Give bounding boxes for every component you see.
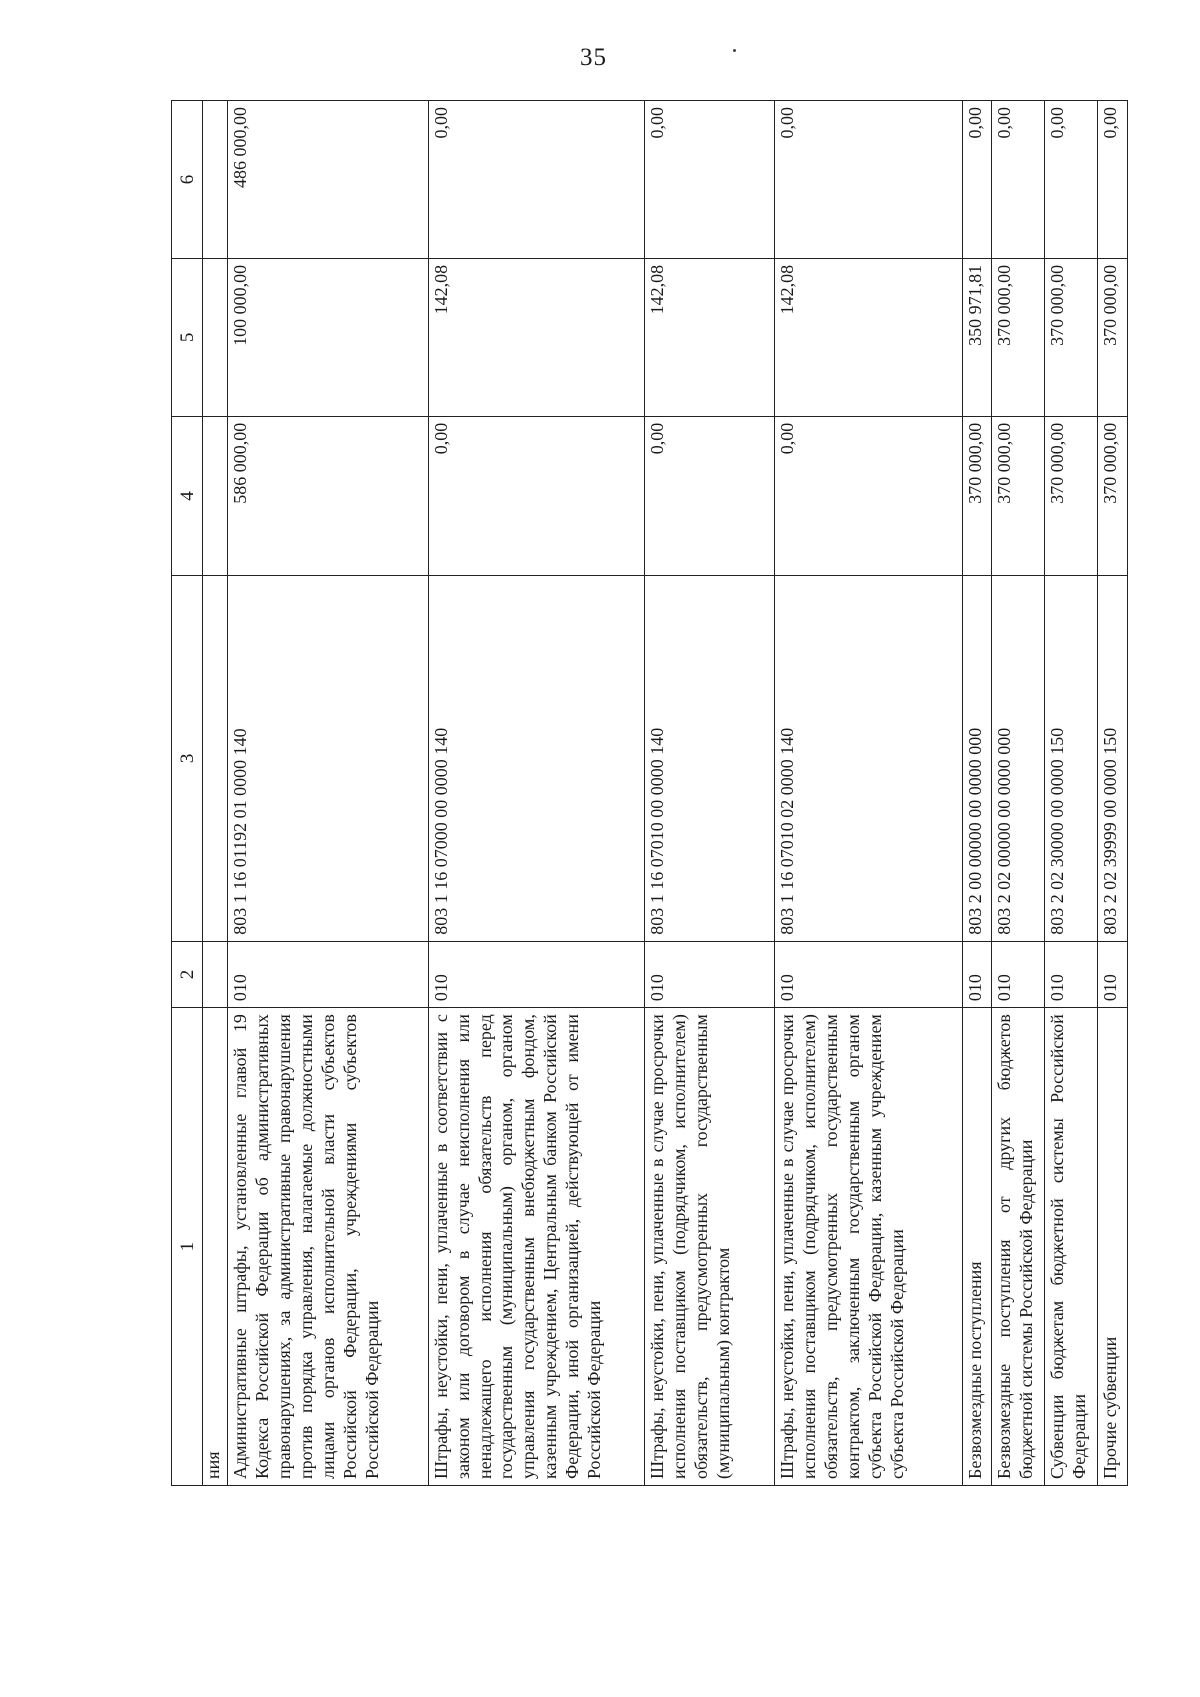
col-header-2: 2 <box>172 941 203 1007</box>
row-code: 010 <box>645 941 775 1007</box>
row-name: Прочие субвенции <box>1097 1008 1127 1486</box>
row-kbk: 803 2 02 39999 00 0000 150 <box>1097 576 1127 942</box>
row-name: Штрафы, неустойки, пени, уплаченные в соответствии с законом или договором в случае неисполнения или ненадлежащего исполнения обязательств перед государственным (муниципальным) органом, органом управления государственным внебюджетным фондом, казенным учреждением, Центральным банком Российской Федерации, иной организацией, действующей от имени Российской Федерации <box>428 1008 645 1486</box>
row-col4: 0,00 <box>775 416 962 575</box>
row-code: 010 <box>1097 941 1127 1007</box>
table-row <box>428 101 645 1486</box>
row-code: 010 <box>1044 941 1097 1007</box>
row-col6: 0,00 <box>962 101 991 259</box>
table-row <box>962 101 991 1486</box>
row-name: Безвозмездные поступления <box>962 1008 991 1486</box>
header-continuation-row <box>203 101 228 1486</box>
row-col5: 100 000,00 <box>228 258 428 416</box>
row-col6: 0,00 <box>775 101 962 259</box>
row-kbk: 803 2 02 30000 00 0000 150 <box>1044 576 1097 942</box>
row-code: 010 <box>991 941 1044 1007</box>
table-row <box>1097 101 1127 1486</box>
row-col4: 370 000,00 <box>962 416 991 575</box>
table-row <box>228 101 428 1486</box>
row-col4: 370 000,00 <box>1097 416 1127 575</box>
row-col6: 0,00 <box>991 101 1044 259</box>
row-col5: 142,08 <box>775 258 962 416</box>
row-col4: 0,00 <box>428 416 645 575</box>
row-col6: 0,00 <box>1097 101 1127 259</box>
rotated-table-frame <box>171 100 1128 1486</box>
col-header-5: 5 <box>172 258 203 416</box>
row-name: Штрафы, неустойки, пени, уплаченные в случае просрочки исполнения поставщиком (подрядчиком, исполнителем) обязательств, предусмотренных государственным контрактом, заключенным государственным органом субъекта Российской Федерации, казенным учреждением субъекта Российской Федерации <box>775 1008 962 1486</box>
row-kbk: 803 1 16 07010 02 0000 140 <box>775 576 962 942</box>
row-kbk: 803 1 16 07010 00 0000 140 <box>645 576 775 942</box>
row-col5: 142,08 <box>428 258 645 416</box>
col-header-1: 1 <box>172 1008 203 1486</box>
row-kbk: 803 2 02 00000 00 0000 000 <box>991 576 1044 942</box>
column-number-row <box>172 101 203 1486</box>
table-row <box>991 101 1044 1486</box>
scan-speck <box>733 49 736 52</box>
row-col5: 350 971,81 <box>962 258 991 416</box>
row-col5: 142,08 <box>645 258 775 416</box>
row-code: 010 <box>228 941 428 1007</box>
row-col6: 0,00 <box>645 101 775 259</box>
page-number: 35 <box>580 44 607 71</box>
table-row <box>775 101 962 1486</box>
row-code: 010 <box>428 941 645 1007</box>
table-row <box>1044 101 1097 1486</box>
row-kbk: 803 1 16 07000 00 0000 140 <box>428 576 645 942</box>
row-code: 010 <box>775 941 962 1007</box>
row-col4: 0,00 <box>645 416 775 575</box>
row-col5: 370 000,00 <box>1097 258 1127 416</box>
row-col4: 586 000,00 <box>228 416 428 575</box>
row-name: Штрафы, неустойки, пени, уплаченные в случае просрочки исполнения поставщиком (подрядчиком, исполнителем) обязательств, предусмотренных государственным (муниципальным) контрактом <box>645 1008 775 1486</box>
row-code: 010 <box>962 941 991 1007</box>
row-col4: 370 000,00 <box>1044 416 1097 575</box>
col-header-3: 3 <box>172 576 203 942</box>
row-name: Субвенции бюджетам бюджетной системы Российской Федерации <box>1044 1008 1097 1486</box>
table-row <box>645 101 775 1486</box>
revenue-table <box>171 100 1128 1486</box>
row-col6: 0,00 <box>1044 101 1097 259</box>
row-col4: 370 000,00 <box>991 416 1044 575</box>
row-col6: 486 000,00 <box>228 101 428 259</box>
row-name: Административные штрафы, установленные главой 19 Кодекса Российской Федерации об административных правонарушениях, за административные правонарушения против порядка управления, налагаемые должностными лицами органов исполнительной власти субъектов Российской Федерации, учреждениями субъектов Российской Федерации <box>228 1008 428 1486</box>
row-col5: 370 000,00 <box>991 258 1044 416</box>
row-col6: 0,00 <box>428 101 645 259</box>
row-kbk: 803 2 00 00000 00 0000 000 <box>962 576 991 942</box>
header-continuation-text: ния <box>203 1008 228 1486</box>
col-header-6: 6 <box>172 101 203 259</box>
row-name: Безвозмездные поступления от других бюджетов бюджетной системы Российской Федерации <box>991 1008 1044 1486</box>
row-col5: 370 000,00 <box>1044 258 1097 416</box>
col-header-4: 4 <box>172 416 203 575</box>
row-kbk: 803 1 16 01192 01 0000 140 <box>228 576 428 942</box>
